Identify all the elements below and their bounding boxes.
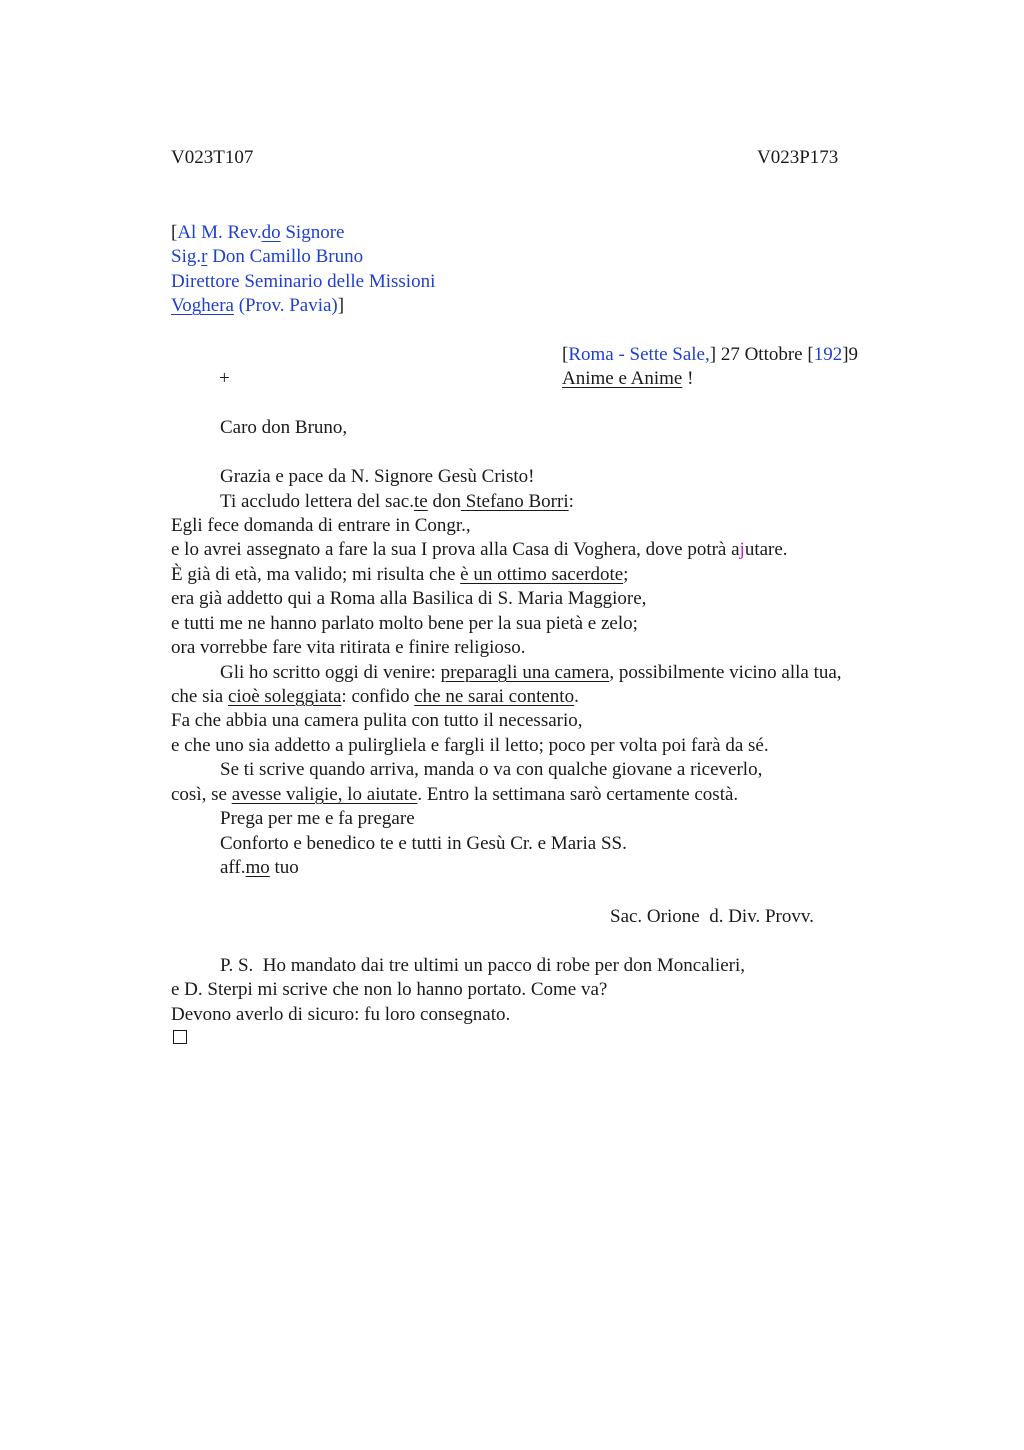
text-run: don (427, 491, 461, 512)
postscript-line: Devono averlo di sicuro: fu loro consegnato. (171, 1004, 511, 1025)
salutation: Caro don Bruno, (220, 417, 348, 438)
bracket-close: ] (337, 295, 345, 316)
body-line: e che uno sia addetto a pulirgliela e fargli il letto; poco per volta poi farà da sé. (171, 735, 769, 756)
postscript-line: e D. Sterpi mi scrive che non lo hanno portato. Come va? (171, 979, 608, 1000)
year-bracket-open: [ (807, 344, 814, 365)
body-line: Conforto e benedico te e tutti in Gesù Cr. e Maria SS. (220, 833, 627, 854)
body-line: Fa che abbia una camera pulita con tutto il necessario, (171, 710, 583, 731)
address-superscript: do (261, 222, 281, 243)
body-line: e tutti me ne hanno parlato molto bene per la sua pietà e zelo; (171, 613, 638, 634)
body-line: ora vorrebbe fare vita ritirata e finire religioso. (171, 637, 526, 658)
text-run: che sia (171, 686, 228, 707)
body-line (171, 538, 788, 562)
address-line-2 (171, 245, 363, 269)
motto (562, 367, 693, 391)
body-line (220, 661, 842, 685)
text-run: : confido (341, 686, 415, 707)
text-run: Ti accludo lettera del sac. (220, 491, 414, 512)
dateline-date: 27 Ottobre (716, 344, 808, 365)
dateline-year-editorial: 192 (813, 344, 843, 365)
text-run: : (568, 491, 574, 512)
address-signore: Signore (280, 222, 345, 243)
motto-text: Anime e Anime (562, 368, 683, 389)
body-line (171, 563, 628, 587)
underlined-run: avesse valigie, lo aiutate (231, 784, 418, 805)
text-run: Gli ho scritto oggi di venire: (220, 662, 441, 683)
body-line: Se ti scrive quando arriva, manda o va con qualche giovane a riceverlo, (220, 759, 763, 780)
address-province: (Prov. Pavia) (233, 295, 338, 316)
underlined-run: che ne sarai contento (414, 686, 575, 707)
motto-exclamation: ! (682, 368, 694, 389)
body-line (171, 783, 738, 807)
signature: Sac. Orione d. Div. Provv. (610, 906, 814, 927)
address-sig: Sig. (171, 246, 202, 267)
document-code-left: V023T107 (171, 147, 254, 168)
dateline-year-end: 9 (848, 344, 859, 365)
text-run: . (574, 686, 579, 707)
underlined-run: cioè soleggiata (227, 686, 342, 707)
text-run: . Entro la settimana sarò certamente costà. (417, 784, 739, 805)
editorial-letter: j (739, 539, 745, 560)
address-line-1 (171, 221, 344, 245)
body-line: era già addetto qui a Roma alla Basilica di S. Maria Maggiore, (171, 588, 647, 609)
address-sig-superscript: r (201, 246, 208, 267)
body-line: Grazia e pace da N. Signore Gesù Cristo! (220, 466, 535, 487)
address-line-3: Direttore Seminario delle Missioni (171, 271, 436, 292)
postscript-line: P. S. Ho mandato dai tre ultimi un pacco di robe per don Moncalieri, (220, 955, 746, 976)
text-run: tuo (269, 857, 299, 878)
address-city: Voghera (171, 295, 234, 316)
text-run: e lo avrei assegnato a fare la sua I prova alla Casa di Voghera, dove potrà a (171, 539, 740, 560)
document-code-right: V023P173 (757, 147, 839, 168)
dateline-bracket-open: [ (562, 344, 569, 365)
text-run: , possibilmente vicino alla tua, (609, 662, 842, 683)
body-line: Prega per me e fa pregare (220, 808, 415, 829)
underlined-run: mo (245, 857, 270, 878)
end-marker-box-icon (173, 1030, 187, 1044)
text-run: È già di età, ma valido; mi risulta che (171, 564, 461, 585)
text-run: ; (623, 564, 629, 585)
underlined-run: è un ottimo sacerdote (460, 564, 624, 585)
underlined-run: Stefano Borri (460, 491, 569, 512)
year-bracket-close: ] (842, 344, 849, 365)
text-run: così, se (171, 784, 232, 805)
body-line: Egli fece domanda di entrare in Congr., (171, 515, 471, 536)
cross-symbol: + (219, 368, 230, 389)
dateline (562, 343, 858, 367)
address-line-4 (171, 294, 344, 318)
dateline-bracket-close: ] (709, 344, 717, 365)
closing-line (220, 856, 299, 880)
address-title: Al M. Rev. (177, 222, 262, 243)
bracket-open: [ (171, 222, 178, 243)
dateline-place: Roma - Sette Sale, (568, 344, 710, 365)
body-line (220, 490, 574, 514)
text-run: utare. (744, 539, 788, 560)
underlined-run: te (413, 491, 428, 512)
text-run: aff. (220, 857, 246, 878)
address-recipient-name: Don Camillo Bruno (207, 246, 364, 267)
body-line (171, 685, 579, 709)
underlined-run: preparagli una camera (440, 662, 610, 683)
